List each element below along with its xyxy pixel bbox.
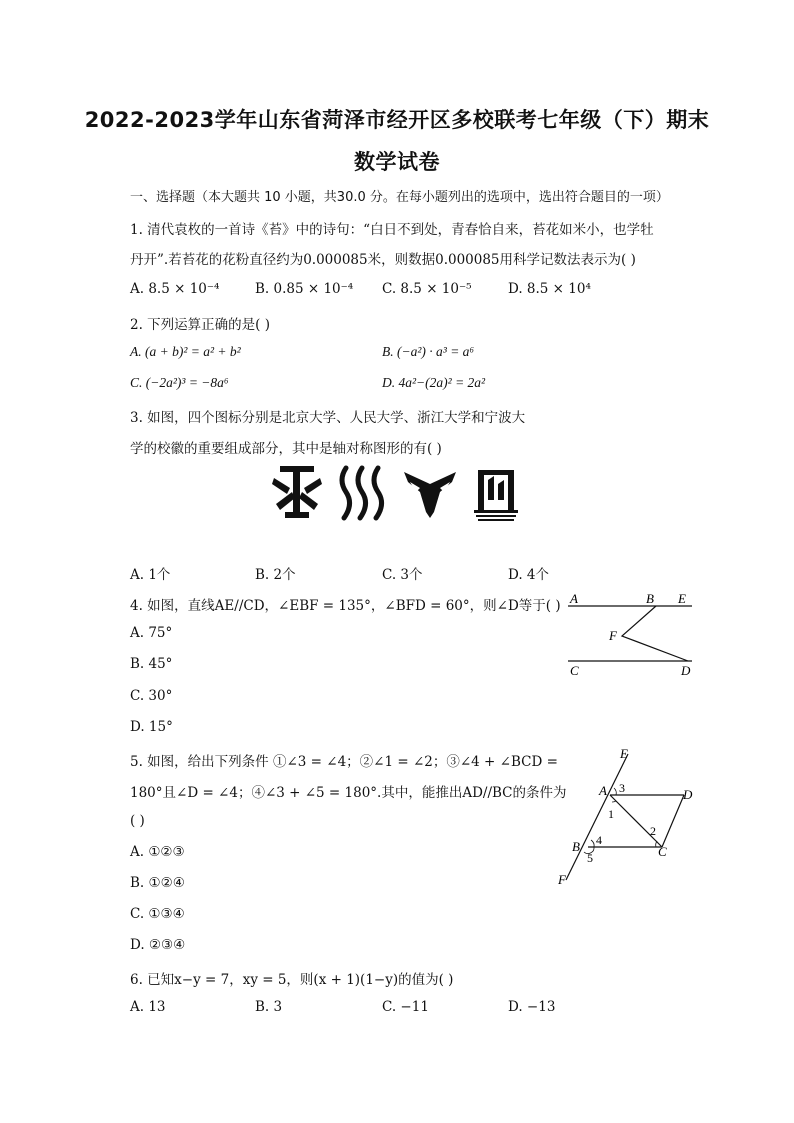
q5-stem-line2: 180°且∠D = ∠4；④∠3 + ∠5 = 180°.其中，能推出AD//BC的条件为 xyxy=(130,785,567,801)
q2-option-a: A. (a + b)² = a² + b² xyxy=(130,344,241,359)
q4-label-b: B xyxy=(646,591,654,606)
q4-label-a: A xyxy=(570,591,578,606)
q3-option-b: B. 2个 xyxy=(255,567,296,583)
q5-label-f: F xyxy=(558,872,566,887)
q1-option-c: C. 8.5 × 10⁻⁵ xyxy=(382,281,472,297)
q5-label-5: 5 xyxy=(587,851,593,865)
q3-option-a: A. 1个 xyxy=(130,567,171,583)
q5-stem-line1: 5. 如图，给出下列条件 ①∠3 = ∠4；②∠1 = ∠2；③∠4 + ∠BCD = xyxy=(130,754,558,770)
q5-stem-line3: ( ) xyxy=(130,813,145,829)
q6-stem: 6. 已知x−y = 7，xy = 5，则(x + 1)(1−y)的值为( ) xyxy=(130,972,454,988)
q4-option-b: B. 45° xyxy=(130,656,173,672)
pku-logo-icon xyxy=(272,466,322,518)
q5-label-c: C xyxy=(658,844,667,859)
q5-label-3: 3 xyxy=(619,781,625,795)
section-heading: 一、选择题（本大题共 10 小题，共30.0 分。在每小题列出的选项中，选出符合题目的一项） xyxy=(130,190,669,205)
q2-stem: 2. 下列运算正确的是( ) xyxy=(130,317,270,333)
q3-stem-line1: 3. 如图，四个图标分别是北京大学、人民大学、浙江大学和宁波大 xyxy=(130,410,526,426)
q2-option-b: B. (−a²) · a³ = a⁶ xyxy=(382,344,475,359)
q1-option-a: A. 8.5 × 10⁻⁴ xyxy=(130,281,220,297)
q6-option-b: B. 3 xyxy=(255,999,283,1015)
q4-option-a: A. 75° xyxy=(130,625,173,641)
q1-stem-line2: 丹开”.若苔花的花粉直径约为0.000085米，则数据0.000085用科学记数法表示为( ) xyxy=(130,252,636,268)
q1-option-d: D. 8.5 × 10⁴ xyxy=(508,281,591,297)
q5-figure xyxy=(550,742,700,890)
q3-option-c: C. 3个 xyxy=(382,567,423,583)
q2-option-c: C. (−2a²)³ = −8a⁶ xyxy=(130,375,229,390)
q2-option-d: D. 4a²−(2a)² = 2a² xyxy=(382,375,486,390)
q4-option-c: C. 30° xyxy=(130,688,173,704)
renmin-logo-icon xyxy=(342,468,382,518)
q5-option-b: B. ①②④ xyxy=(130,875,185,891)
q5-label-b: B xyxy=(572,839,580,854)
q6-option-a: A. 13 xyxy=(130,999,166,1015)
q3-option-d: D. 4个 xyxy=(508,567,550,583)
q4-label-f: F xyxy=(609,628,617,643)
q1-stem-line1: 1. 清代袁枚的一首诗《苔》中的诗句：“白日不到处，青春恰自来，苔花如米小，也学牡 xyxy=(130,222,654,238)
university-logos-figure xyxy=(270,462,530,524)
q5-label-e: E xyxy=(620,746,628,761)
q4-option-d: D. 15° xyxy=(130,719,173,735)
q1-option-b: B. 0.85 × 10⁻⁴ xyxy=(255,281,354,297)
page-title: 2022-2023学年山东省菏泽市经开区多校联考七年级（下）期末 xyxy=(84,108,710,132)
q3-stem-line2: 学的校徽的重要组成部分，其中是轴对称图形的有( ) xyxy=(130,441,442,457)
q4-stem: 4. 如图，直线AE//CD，∠EBF = 135°，∠BFD = 60°，则∠D等于( ) xyxy=(130,598,561,614)
q5-label-1: 1 xyxy=(608,807,614,821)
q5-option-d: D. ②③④ xyxy=(130,937,186,953)
q6-option-c: C. −11 xyxy=(382,999,429,1015)
q4-label-e: E xyxy=(678,591,686,606)
zju-logo-icon xyxy=(404,472,456,518)
q4-label-d: D xyxy=(681,663,691,678)
q5-label-a: A xyxy=(599,783,607,798)
nbu-logo-icon xyxy=(474,470,518,521)
q4-label-c: C xyxy=(570,663,579,678)
q5-option-c: C. ①③④ xyxy=(130,906,185,922)
q5-label-2: 2 xyxy=(650,824,656,838)
q5-label-4: 4 xyxy=(596,833,602,847)
q5-label-d: D xyxy=(683,787,693,802)
q4-figure xyxy=(560,588,700,680)
page-subtitle: 数学试卷 xyxy=(354,150,440,174)
q6-option-d: D. −13 xyxy=(508,999,556,1015)
q5-option-a: A. ①②③ xyxy=(130,844,185,860)
